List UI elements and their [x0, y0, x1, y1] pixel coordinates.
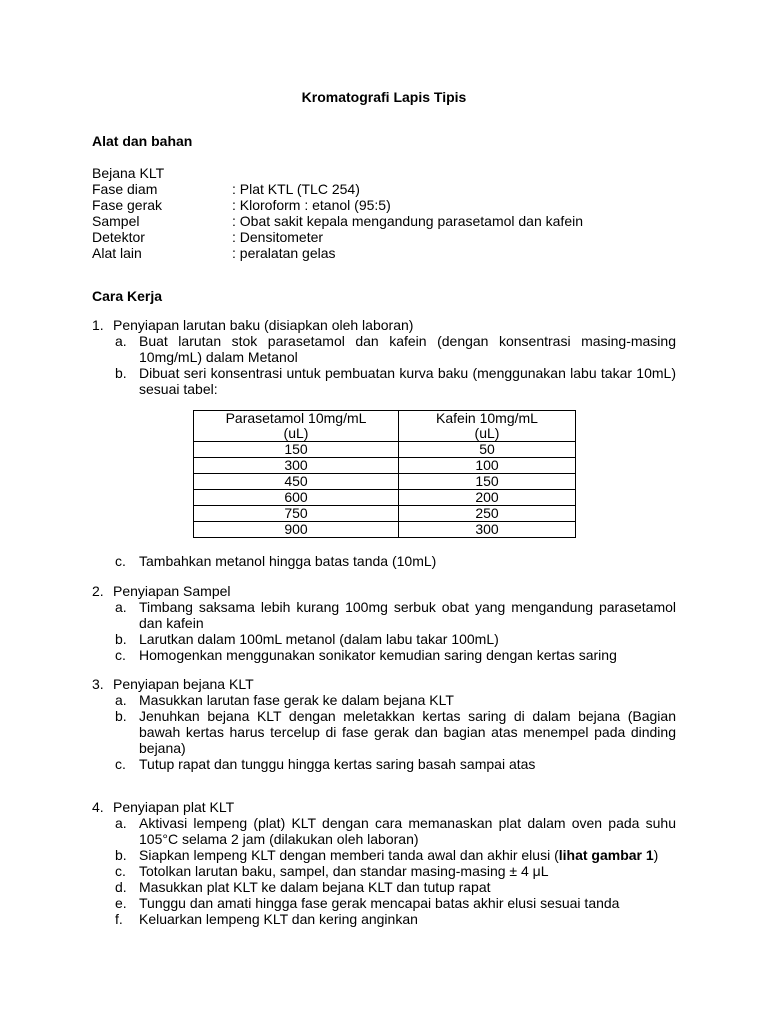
document-title: Kromatografi Lapis Tipis	[301, 89, 467, 105]
substep-text: Siapkan lempeng KLT dengan memberi tanda awal dan akhir elusi (	[139, 847, 559, 863]
material-row	[92, 197, 583, 213]
material-value: : Densitometer	[232, 229, 324, 245]
step-title	[92, 317, 676, 333]
substep-a	[92, 599, 676, 631]
table-row	[194, 458, 576, 474]
table-cell: 200	[399, 490, 576, 506]
substep-text-line: Tutup rapat dan tunggu hingga kertas saring basah sampai atas	[139, 756, 536, 772]
header-unit: (uL)	[474, 425, 500, 441]
substep-text-line: Larutkan dalam 100mL metanol (dalam labu takar 100mL)	[139, 631, 499, 647]
substep-text-line: bejana)	[139, 740, 186, 756]
substep-f	[92, 911, 676, 927]
step-number: 1.	[92, 317, 104, 333]
substep-d	[92, 879, 676, 895]
substep-a	[92, 815, 676, 847]
substep-letter: a.	[115, 692, 127, 708]
step-number: 3.	[92, 676, 104, 692]
substep-b	[92, 708, 676, 756]
header-text: Parasetamol 10mg/mL	[225, 410, 367, 426]
substep-letter: c.	[115, 756, 126, 772]
substep-letter: c.	[115, 553, 126, 569]
substep-a	[92, 692, 676, 708]
table-cell: 100	[399, 458, 576, 474]
material-label: Detektor	[92, 229, 145, 245]
heading-alat-bahan: Alat dan bahan	[92, 133, 193, 149]
substep-c	[92, 553, 676, 569]
material-value: : Kloroform : etanol (95:5)	[232, 197, 391, 213]
substep-text-line: Timbang saksama lebih kurang 100mg serbuk obat yang mengandung parasetamol	[139, 599, 676, 615]
table-row	[194, 442, 576, 458]
material-row	[92, 229, 583, 245]
table-cell: 250	[399, 506, 576, 522]
material-label: Bejana KLT	[92, 165, 165, 181]
material-label: Fase gerak	[92, 197, 163, 213]
table-cell: 300	[194, 458, 399, 474]
header-text: Kafein 10mg/mL	[436, 410, 538, 426]
substep-text-line: Masukkan larutan fase gerak ke dalam bejana KLT	[139, 692, 454, 708]
step-number: 2.	[92, 583, 104, 599]
table-cell: 600	[194, 490, 399, 506]
substep-letter: c.	[115, 647, 126, 663]
material-row	[92, 181, 583, 197]
substep-letter: a.	[115, 815, 127, 831]
substep-e	[92, 895, 676, 911]
step-title	[92, 583, 676, 599]
material-value: : Plat KTL (TLC 254)	[232, 181, 360, 197]
substep-c	[92, 647, 676, 663]
table-header-row	[194, 411, 576, 442]
substep-text-line: Masukkan plat KLT ke dalam bejana KLT dan tutup rapat	[139, 879, 491, 895]
substep-text-line: Tunggu dan amati hingga fase gerak mencapai batas akhir elusi sesuai tanda	[139, 895, 620, 911]
substep-text-line: Homogenkan menggunakan sonikator kemudian saring dengan kertas saring	[139, 647, 617, 663]
substep-letter: d.	[115, 879, 127, 895]
step-title-text: Penyiapan larutan baku (disiapkan oleh laboran)	[113, 317, 414, 333]
table-row	[194, 522, 576, 538]
step-title-text: Penyiapan bejana KLT	[113, 676, 254, 692]
step-title-text: Penyiapan plat KLT	[113, 799, 235, 815]
substep-text-line	[139, 847, 676, 863]
material-value: : Obat sakit kepala mengandung parasetamol dan kafein	[232, 213, 584, 229]
step-2	[92, 583, 676, 663]
substep-letter: f.	[115, 911, 123, 927]
substep-letter: e.	[115, 895, 127, 911]
table-cell: 300	[399, 522, 576, 538]
step-title	[92, 799, 676, 815]
substep-text-line: bawah kertas harus tercelup di fase gerak dan bagian atas menempel pada dinding	[139, 724, 676, 740]
material-value: : peralatan gelas	[232, 245, 336, 261]
header-unit: (uL)	[283, 425, 309, 441]
material-row	[92, 165, 583, 181]
material-row	[92, 213, 583, 229]
substep-text-line: 10mg/mL) dalam Metanol	[139, 349, 298, 365]
substep-letter: b.	[115, 847, 127, 863]
substep-letter: b.	[115, 708, 127, 724]
substep-text-line: dan kafein	[139, 615, 204, 631]
table-row	[194, 490, 576, 506]
substep-b	[92, 847, 676, 863]
substep-c	[92, 756, 676, 772]
step-3	[92, 676, 676, 772]
step-title	[92, 676, 676, 692]
figure-reference: lihat gambar 1	[558, 847, 654, 863]
table-header-kafein	[399, 411, 576, 442]
substep-letter: b.	[115, 631, 127, 647]
substep-text-line: Keluarkan lempeng KLT dan kering anginkan	[139, 911, 418, 927]
substep-text: )	[653, 847, 659, 863]
step-title-text: Penyiapan Sampel	[113, 583, 231, 599]
step-1	[92, 317, 676, 397]
substep-b	[92, 631, 676, 647]
substep-letter: a.	[115, 333, 127, 349]
material-label: Alat lain	[92, 245, 142, 261]
material-row	[92, 245, 583, 261]
material-label: Fase diam	[92, 181, 158, 197]
table-cell: 750	[194, 506, 399, 522]
step-number: 4.	[92, 799, 104, 815]
substep-a	[92, 333, 676, 365]
table-cell: 150	[399, 474, 576, 490]
substep-letter: a.	[115, 599, 127, 615]
step-4	[92, 799, 676, 927]
table-row	[194, 506, 576, 522]
substep-text-line: Dibuat seri konsentrasi untuk pembuatan kurva baku (menggunakan labu takar 10mL)	[139, 365, 676, 381]
substep-text-line: Totolkan larutan baku, sampel, dan standar masing-masing ± 4 μL	[139, 863, 549, 879]
material-label: Sampel	[92, 213, 140, 229]
table-cell: 50	[399, 442, 576, 458]
substep-text-line: 105°C selama 2 jam (dilakukan oleh laboran)	[139, 831, 419, 847]
table-cell: 150	[194, 442, 399, 458]
table-cell: 900	[194, 522, 399, 538]
substep-b	[92, 365, 676, 397]
table-header-parasetamol	[194, 411, 399, 442]
heading-cara-kerja: Cara Kerja	[92, 288, 163, 304]
substep-text-line: Aktivasi lempeng (plat) KLT dengan cara memanaskan plat dalam oven pada suhu	[139, 815, 676, 831]
substep-text-line: sesuai tabel:	[139, 381, 218, 397]
table-row	[194, 474, 576, 490]
substep-text-line: Jenuhkan bejana KLT dengan meletakkan kertas saring di dalam bejana (Bagian	[139, 708, 676, 724]
substep-letter: c.	[115, 863, 126, 879]
substep-c	[92, 863, 676, 879]
substep-text-line: Buat larutan stok parasetamol dan kafein (dengan konsentrasi masing-masing	[139, 333, 676, 349]
table-cell: 450	[194, 474, 399, 490]
materials-list	[92, 165, 583, 261]
substep-text-line: Tambahkan metanol hingga batas tanda (10mL)	[139, 553, 437, 569]
concentration-table	[193, 410, 576, 538]
step-1-c	[92, 553, 676, 569]
substep-letter: b.	[115, 365, 127, 381]
